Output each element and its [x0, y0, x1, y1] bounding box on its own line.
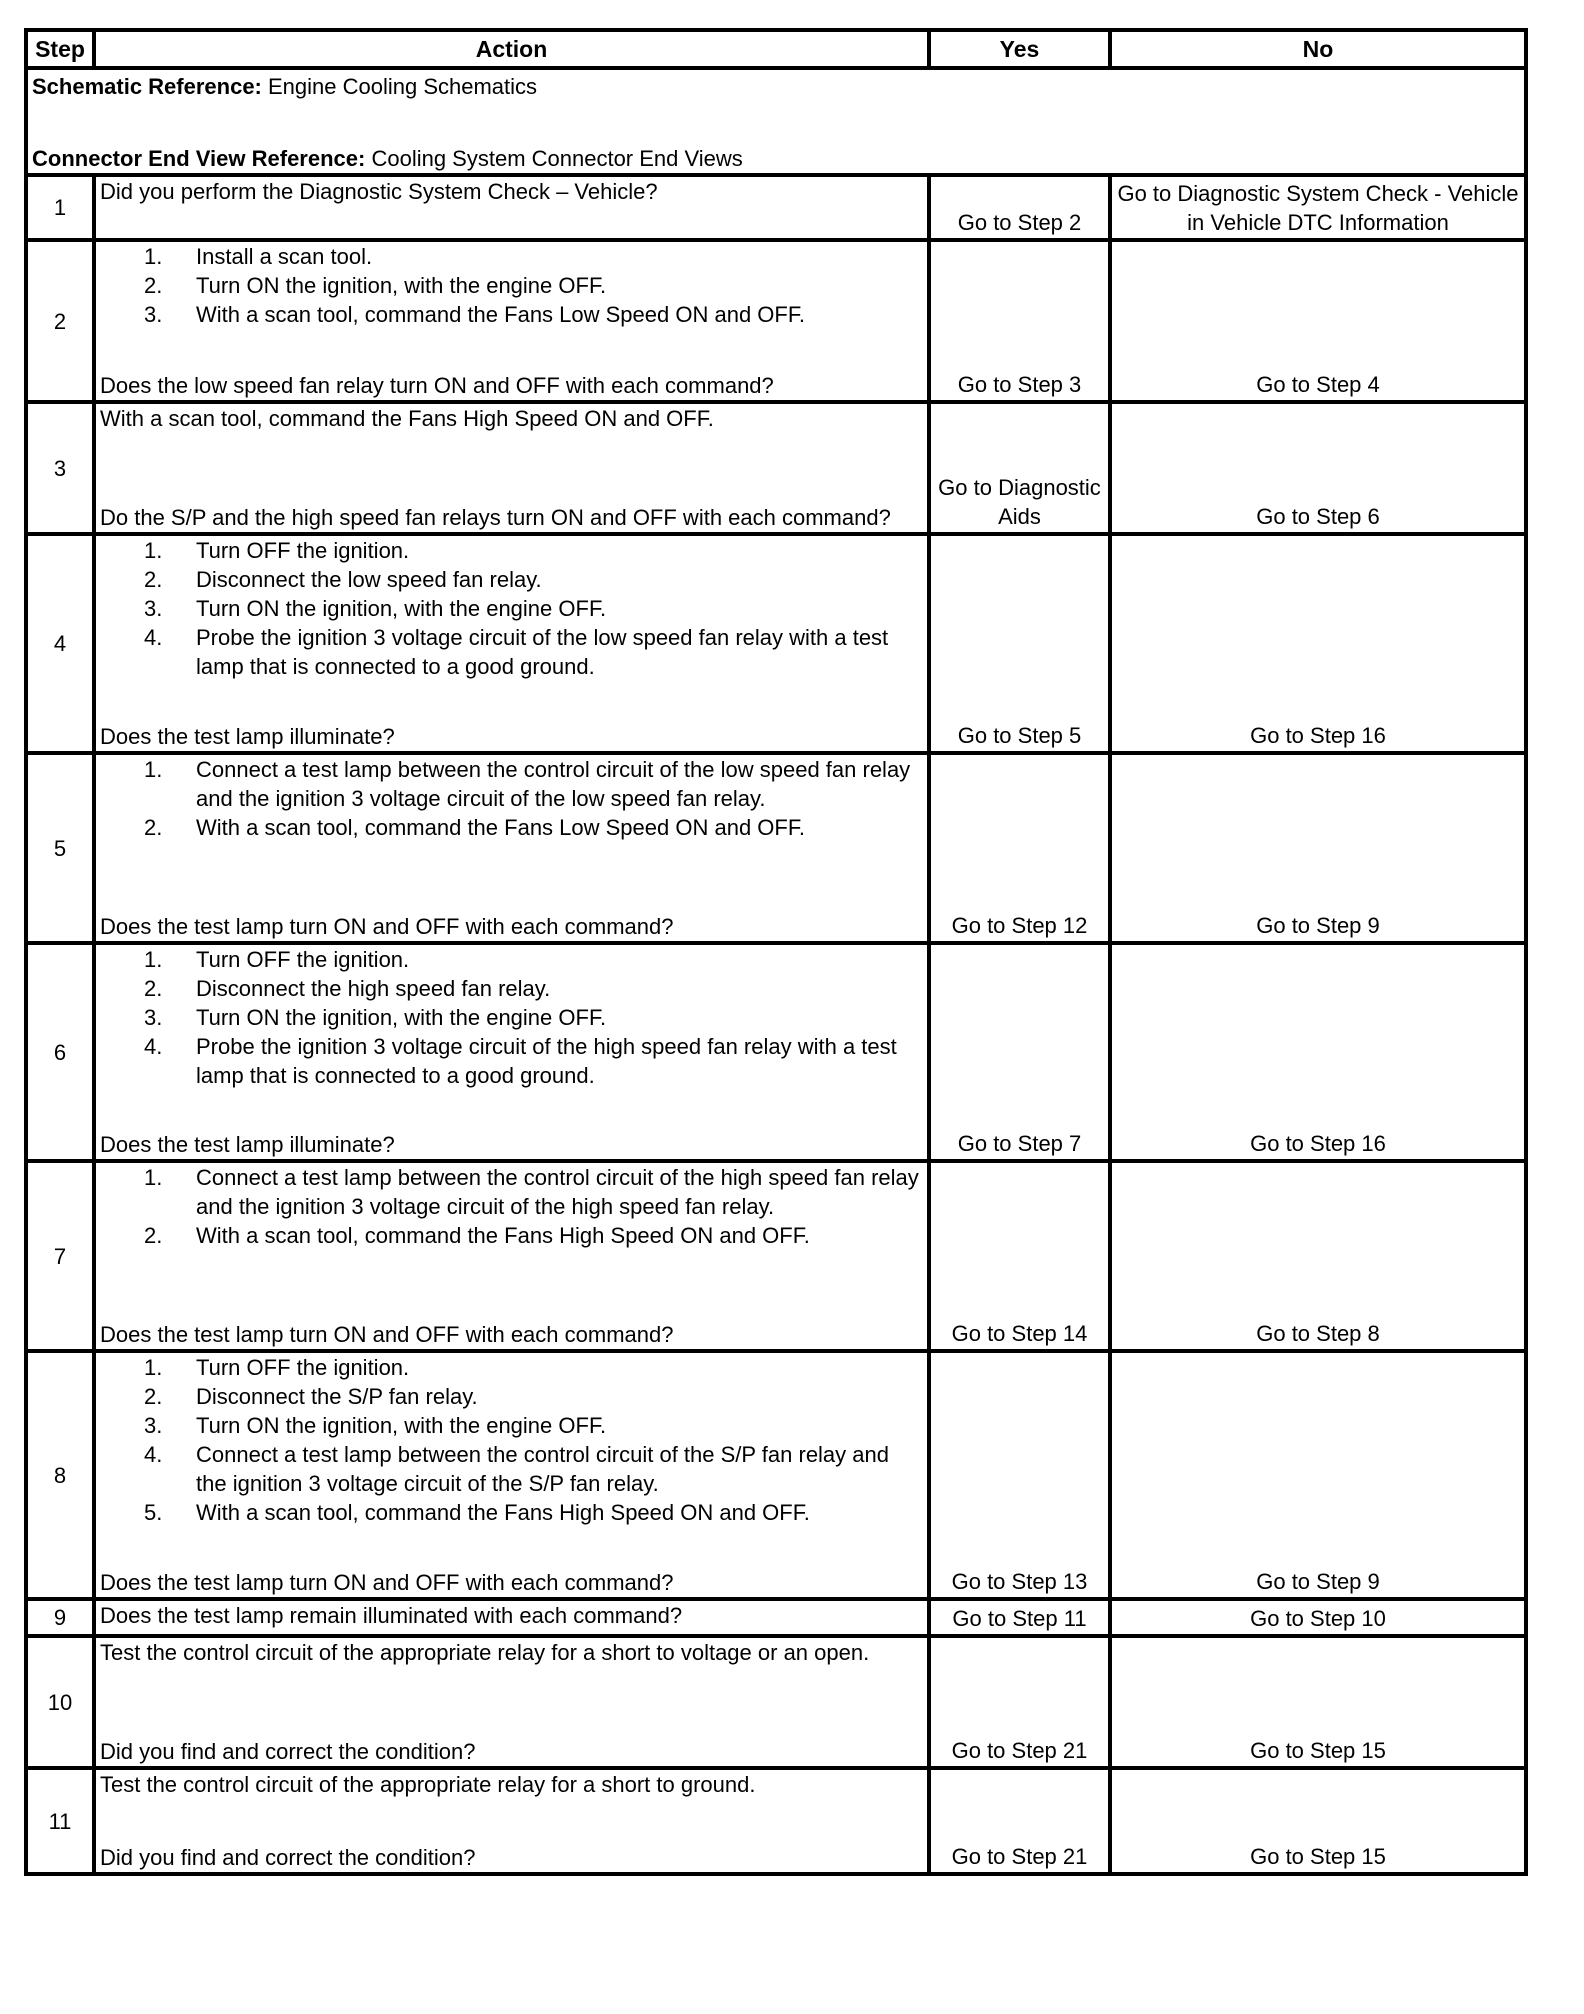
action-step-text: Disconnect the high speed fan relay.	[196, 976, 551, 1001]
action-step-item: 2. Turn ON the ignition, with the engine OFF.	[100, 271, 923, 300]
step-row	[26, 240, 1526, 402]
step-number: 2	[26, 240, 94, 402]
action-text: Did you perform the Diagnostic System Check – Vehicle?	[100, 179, 658, 204]
action-step-text: Turn OFF the ignition.	[196, 1355, 410, 1380]
header-action: Action	[94, 30, 929, 68]
action-step-item: 5. With a scan tool, command the Fans High Speed ON and OFF.	[100, 1498, 923, 1527]
action-step-item: 2. With a scan tool, command the Fans Low Speed ON and OFF.	[100, 813, 923, 842]
action-step-text: With a scan tool, command the Fans High Speed ON and OFF.	[196, 1500, 810, 1525]
connector-reference	[32, 144, 1520, 173]
action-step-item: 4. Probe the ignition 3 voltage circuit of the low speed fan relay with a test lamp that is connected to a good ground.	[100, 623, 923, 681]
yes-link[interactable]: Go to Step 13	[929, 1351, 1110, 1599]
reference-cell	[26, 68, 1526, 175]
action-step-item: 3. Turn ON the ignition, with the engine OFF.	[100, 1411, 923, 1440]
connector-reference-link[interactable]: Cooling System Connector End Views	[365, 146, 743, 171]
action-cell	[94, 943, 929, 1161]
action-step-text: Turn ON the ignition, with the engine OFF.	[196, 1413, 607, 1438]
action-step-item: 1. Connect a test lamp between the control circuit of the low speed fan relay and the ignition 3 voltage circuit of the low speed fan relay.	[100, 755, 923, 813]
step-row	[26, 753, 1526, 943]
action-step-text: Probe the ignition 3 voltage circuit of the low speed fan relay with a test lamp that is connected to a good ground.	[196, 625, 889, 679]
action-steps-list	[100, 536, 923, 681]
diagnostic-table	[24, 28, 1528, 1876]
action-step-text: Disconnect the low speed fan relay.	[196, 567, 542, 592]
action-step-text: With a scan tool, command the Fans Low Speed ON and OFF.	[196, 815, 805, 840]
no-link[interactable]: Go to Step 9	[1110, 1351, 1526, 1599]
action-steps-list	[100, 945, 923, 1090]
no-link[interactable]: Go to Step 4	[1110, 240, 1526, 402]
no-link[interactable]: Go to Step 16	[1110, 943, 1526, 1161]
yes-link[interactable]: Go to Step 2	[929, 175, 1110, 240]
no-link[interactable]: Go to Diagnostic System Check - Vehicle in Vehicle DTC Information	[1110, 175, 1526, 240]
action-text: Test the control circuit of the appropriate relay for a short to voltage or an open.	[100, 1640, 870, 1665]
action-step-item: 4. Probe the ignition 3 voltage circuit of the high speed fan relay with a test lamp that is connected to a good ground.	[100, 1032, 923, 1090]
step-number: 5	[26, 753, 94, 943]
step-number: 9	[26, 1599, 94, 1636]
header-row	[26, 30, 1526, 68]
action-cell	[94, 534, 929, 753]
action-text: With a scan tool, command the Fans High Speed ON and OFF.	[100, 406, 714, 431]
no-link[interactable]: Go to Step 15	[1110, 1768, 1526, 1874]
action-question: Does the low speed fan relay turn ON and OFF with each command?	[100, 373, 774, 398]
action-step-text: Connect a test lamp between the control circuit of the high speed fan relay and the ignition 3 voltage circuit of the high speed fan relay.	[196, 1165, 919, 1219]
action-step-item: 4. Connect a test lamp between the control circuit of the S/P fan relay and the ignition 3 voltage circuit of the S/P fan relay.	[100, 1440, 923, 1498]
action-text: Test the control circuit of the appropriate relay for a short to ground.	[100, 1772, 756, 1797]
action-content	[100, 536, 923, 751]
action-steps-list	[100, 1163, 923, 1250]
action-content	[100, 755, 923, 941]
schematic-reference	[32, 72, 1520, 101]
step-row	[26, 1636, 1526, 1768]
step-number: 10	[26, 1636, 94, 1768]
action-step-item: 1. Turn OFF the ignition.	[100, 536, 923, 565]
action-content	[100, 945, 923, 1159]
action-step-item: 3. Turn ON the ignition, with the engine OFF.	[100, 1003, 923, 1032]
action-question: Does the test lamp illuminate?	[100, 1132, 395, 1157]
action-step-item: 1. Turn OFF the ignition.	[100, 945, 923, 974]
action-step-text: Install a scan tool.	[196, 244, 373, 269]
step-number: 3	[26, 402, 94, 534]
action-cell	[94, 1599, 929, 1636]
action-step-item: 3. Turn ON the ignition, with the engine OFF.	[100, 594, 923, 623]
action-step-text: Disconnect the S/P fan relay.	[196, 1384, 478, 1409]
action-step-item: 3. With a scan tool, command the Fans Low Speed ON and OFF.	[100, 300, 923, 329]
yes-link[interactable]: Go to Step 5	[929, 534, 1110, 753]
action-step-text: Turn ON the ignition, with the engine OFF.	[196, 273, 607, 298]
action-step-text: Turn ON the ignition, with the engine OFF.	[196, 1005, 607, 1030]
action-cell	[94, 1636, 929, 1768]
action-question: Does the test lamp turn ON and OFF with each command?	[100, 1322, 674, 1347]
yes-link[interactable]: Go to Step 3	[929, 240, 1110, 402]
step-number: 7	[26, 1161, 94, 1351]
action-step-text: Probe the ignition 3 voltage circuit of the high speed fan relay with a test lamp that is connected to a good ground.	[196, 1034, 897, 1088]
action-content	[100, 1770, 923, 1872]
action-content	[100, 1638, 923, 1766]
action-content	[100, 404, 923, 532]
step-number: 8	[26, 1351, 94, 1599]
action-content	[100, 1601, 923, 1634]
action-step-text: Turn OFF the ignition.	[196, 538, 410, 563]
step-row	[26, 1768, 1526, 1874]
connector-reference-label: Connector End View Reference:	[32, 146, 366, 171]
action-step-text: Connect a test lamp between the control circuit of the S/P fan relay and the ignition 3 voltage circuit of the S/P fan relay.	[196, 1442, 889, 1496]
action-step-text: Turn OFF the ignition.	[196, 947, 410, 972]
no-link[interactable]: Go to Step 9	[1110, 753, 1526, 943]
no-link[interactable]: Go to Step 6	[1110, 402, 1526, 534]
step-row	[26, 175, 1526, 240]
step-number: 6	[26, 943, 94, 1161]
step-row	[26, 1351, 1526, 1599]
action-steps-list	[100, 1353, 923, 1527]
header-step: Step	[26, 30, 94, 68]
step-row	[26, 1599, 1526, 1636]
action-step-text: With a scan tool, command the Fans Low Speed ON and OFF.	[196, 302, 805, 327]
action-cell	[94, 1351, 929, 1599]
yes-link[interactable]: Go to Step 11	[929, 1599, 1110, 1636]
action-step-item: 2. Disconnect the low speed fan relay.	[100, 565, 923, 594]
action-cell	[94, 753, 929, 943]
action-step-text: Turn ON the ignition, with the engine OFF.	[196, 596, 607, 621]
no-link[interactable]: Go to Step 8	[1110, 1161, 1526, 1351]
action-content	[100, 1353, 923, 1597]
header-no: No	[1110, 30, 1526, 68]
action-question: Do the S/P and the high speed fan relays turn ON and OFF with each command?	[100, 505, 891, 530]
action-step-item: 2. With a scan tool, command the Fans High Speed ON and OFF.	[100, 1221, 923, 1250]
step-row	[26, 943, 1526, 1161]
action-question: Did you find and correct the condition?	[100, 1739, 476, 1764]
action-question: Does the test lamp turn ON and OFF with each command?	[100, 1570, 674, 1595]
action-text: Does the test lamp remain illuminated with each command?	[100, 1603, 683, 1628]
action-content	[100, 1163, 923, 1349]
yes-link[interactable]: Go to Step 21	[929, 1768, 1110, 1874]
action-cell	[94, 1768, 929, 1874]
action-content	[100, 177, 923, 238]
reference-row	[26, 68, 1526, 175]
step-row	[26, 402, 1526, 534]
step-number: 1	[26, 175, 94, 240]
action-step-item: 1. Connect a test lamp between the control circuit of the high speed fan relay and the ignition 3 voltage circuit of the high speed fan relay.	[100, 1163, 923, 1221]
action-cell	[94, 240, 929, 402]
action-question: Does the test lamp turn ON and OFF with each command?	[100, 914, 674, 939]
action-step-text: With a scan tool, command the Fans High Speed ON and OFF.	[196, 1223, 810, 1248]
step-row	[26, 1161, 1526, 1351]
action-step-item: 2. Disconnect the high speed fan relay.	[100, 974, 923, 1003]
step-number: 11	[26, 1768, 94, 1874]
yes-link[interactable]: Go to Step 14	[929, 1161, 1110, 1351]
no-link[interactable]: Go to Step 16	[1110, 534, 1526, 753]
schematic-reference-label: Schematic Reference:	[32, 74, 262, 99]
action-step-item: 1. Turn OFF the ignition.	[100, 1353, 923, 1382]
action-cell	[94, 402, 929, 534]
yes-link[interactable]: Go to Diagnostic Aids	[929, 402, 1110, 534]
no-link[interactable]: Go to Step 10	[1110, 1599, 1526, 1636]
yes-link[interactable]: Go to Step 12	[929, 753, 1110, 943]
step-number: 4	[26, 534, 94, 753]
yes-link[interactable]: Go to Step 21	[929, 1636, 1110, 1768]
action-cell	[94, 175, 929, 240]
header-yes: Yes	[929, 30, 1110, 68]
no-link[interactable]: Go to Step 15	[1110, 1636, 1526, 1768]
action-question: Does the test lamp illuminate?	[100, 724, 395, 749]
action-question: Did you find and correct the condition?	[100, 1845, 476, 1870]
yes-link[interactable]: Go to Step 7	[929, 943, 1110, 1161]
action-step-item: 2. Disconnect the S/P fan relay.	[100, 1382, 923, 1411]
action-steps-list	[100, 755, 923, 842]
action-step-text: Connect a test lamp between the control circuit of the low speed fan relay and the ignition 3 voltage circuit of the low speed fan relay.	[196, 757, 911, 811]
action-cell	[94, 1161, 929, 1351]
step-row	[26, 534, 1526, 753]
action-step-item: 1. Install a scan tool.	[100, 242, 923, 271]
schematic-reference-link[interactable]: Engine Cooling Schematics	[261, 74, 538, 99]
action-steps-list	[100, 242, 923, 329]
action-content	[100, 242, 923, 400]
